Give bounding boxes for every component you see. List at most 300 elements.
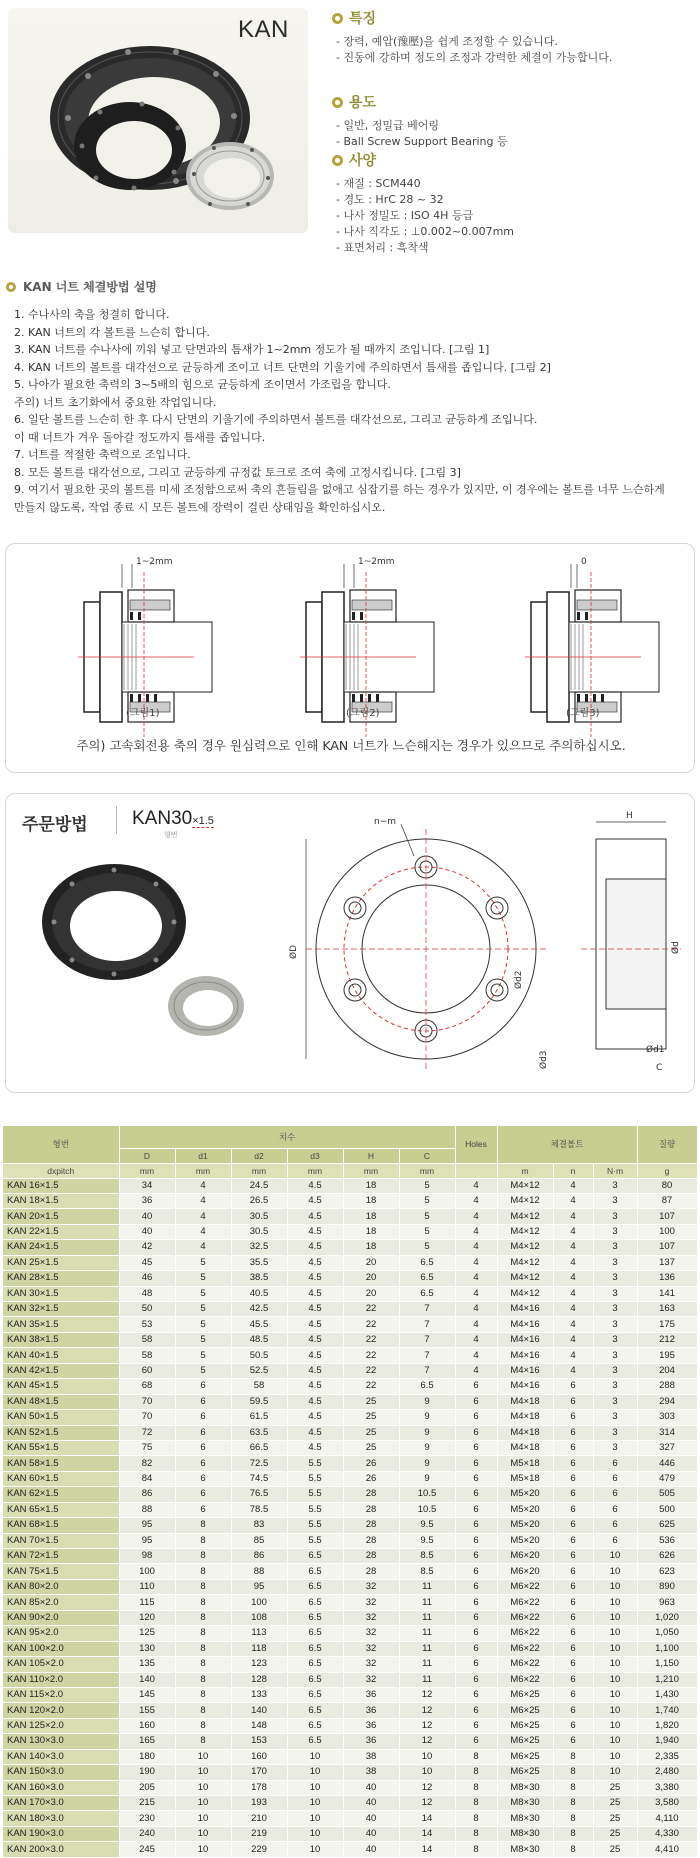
method-step: 주의) 너트 초기화에서 중요한 작업입니다.	[14, 395, 217, 409]
table-cell: 32	[343, 1641, 399, 1656]
table-cell: 6	[455, 1549, 497, 1564]
header-dim: d3	[287, 1148, 343, 1163]
model-cell: KAN 150×3.0	[3, 1765, 119, 1780]
table-cell: M4×16	[497, 1332, 553, 1347]
table-cell: 5	[399, 1209, 455, 1224]
table-row	[3, 1255, 697, 1270]
model-cell: KAN 40×1.5	[3, 1348, 119, 1363]
table-row	[3, 1687, 697, 1702]
table-cell: 1,100	[637, 1641, 697, 1656]
order-title: 주문방법	[22, 815, 88, 835]
specification-line: - 나사 직각도 : ⊥0.002~0.007mm	[336, 225, 515, 238]
table-row	[3, 1641, 697, 1656]
table-cell: 137	[637, 1255, 697, 1270]
model-cell: KAN 170×3.0	[3, 1796, 119, 1811]
table-cell: 6	[455, 1518, 497, 1533]
table-cell: 36	[343, 1718, 399, 1733]
table-cell: M6×20	[497, 1564, 553, 1579]
table-cell: 2,480	[637, 1765, 697, 1780]
table-row	[3, 1811, 697, 1826]
spec-table	[3, 1126, 697, 1858]
table-cell: M4×12	[497, 1286, 553, 1301]
table-cell: 240	[119, 1826, 175, 1841]
table-row	[3, 1302, 697, 1317]
table-cell: 6	[553, 1549, 593, 1564]
method-step: 4. KAN 너트의 볼트를 대각선으로 균등하게 조이고 너트 단면의 기울기에 주의하면서 틈새를 좁입니다. [그림 2]	[14, 360, 551, 374]
table-cell: 22	[343, 1363, 399, 1378]
table-cell: 8	[175, 1718, 231, 1733]
table-cell: 10	[175, 1796, 231, 1811]
table-cell: 6	[553, 1518, 593, 1533]
label-C: C	[656, 1063, 663, 1073]
table-cell: 4	[455, 1271, 497, 1286]
figure-panel	[5, 543, 695, 773]
table-cell: 4	[175, 1193, 231, 1208]
table-cell: 4	[175, 1240, 231, 1255]
unit-cell: m	[497, 1163, 553, 1178]
table-cell: 3	[593, 1271, 637, 1286]
unit-cell: mm	[343, 1163, 399, 1178]
unit-cell: dxpitch	[3, 1163, 119, 1178]
table-cell: M4×16	[497, 1379, 553, 1394]
table-cell: 623	[637, 1564, 697, 1579]
table-cell: 3	[593, 1332, 637, 1347]
specification-line: - 표면처리 : 흑착색	[336, 241, 429, 254]
table-cell: 14	[399, 1826, 455, 1841]
model-cell: KAN 68×1.5	[3, 1518, 119, 1533]
table-cell: 4	[553, 1209, 593, 1224]
table-cell: 6.5	[287, 1641, 343, 1656]
table-cell: 40	[119, 1209, 175, 1224]
label-d2: Ød2	[514, 970, 524, 989]
table-cell: M6×25	[497, 1765, 553, 1780]
table-cell: M4×12	[497, 1178, 553, 1193]
table-cell: 32	[343, 1595, 399, 1610]
header-dim: D	[119, 1148, 175, 1163]
table-cell: 10	[593, 1657, 637, 1672]
table-cell: 6	[593, 1533, 637, 1548]
table-cell: 10	[593, 1749, 637, 1764]
table-cell: 48.5	[231, 1332, 287, 1347]
table-cell: 11	[399, 1610, 455, 1625]
bullet-icon	[332, 155, 343, 166]
table-cell: 6	[455, 1610, 497, 1625]
table-cell: 446	[637, 1456, 697, 1471]
method-heading: KAN 너트 체결방법 설명	[23, 280, 157, 294]
table-cell: 59.5	[231, 1394, 287, 1409]
table-cell: 6	[175, 1456, 231, 1471]
table-cell: 70	[119, 1410, 175, 1425]
table-cell: 6	[553, 1425, 593, 1440]
table-cell: 4.5	[287, 1240, 343, 1255]
table-cell: 18	[343, 1178, 399, 1193]
table-cell: 6	[553, 1641, 593, 1656]
table-row	[3, 1379, 697, 1394]
table-cell: 11	[399, 1595, 455, 1610]
table-cell: 4	[175, 1178, 231, 1193]
kan-nut-image	[38, 38, 288, 233]
table-cell: M8×30	[497, 1826, 553, 1841]
table-cell: 7	[399, 1317, 455, 1332]
table-cell: 12	[399, 1780, 455, 1795]
table-cell: 5	[175, 1271, 231, 1286]
figure-note: 주의) 고속회전용 축의 경우 원심력으로 인해 KAN 너트가 느슨해지는 경우가 있으므로 주의하십시오.	[76, 738, 626, 753]
method-step: 6. 일단 볼트를 느슨히 한 후 다시 단면의 기울기에 주의하면서 볼트를 대각선으로, 그리고 균등하게 조입니다.	[14, 413, 538, 426]
table-cell: 12	[399, 1703, 455, 1718]
table-cell: 160	[119, 1718, 175, 1733]
table-cell: 3	[593, 1255, 637, 1270]
table-cell: M4×18	[497, 1440, 553, 1455]
model-cell: KAN 38×1.5	[3, 1332, 119, 1347]
model-cell: KAN 62×1.5	[3, 1487, 119, 1502]
table-cell: 45.5	[231, 1317, 287, 1332]
table-cell: 26	[343, 1456, 399, 1471]
table-cell: 9	[399, 1456, 455, 1471]
table-cell: 6	[455, 1687, 497, 1702]
table-cell: M6×22	[497, 1657, 553, 1672]
table-cell: 195	[637, 1348, 697, 1363]
table-cell: 6	[175, 1379, 231, 1394]
table-cell: 38	[343, 1749, 399, 1764]
table-cell: 40	[343, 1796, 399, 1811]
table-cell: 1,940	[637, 1734, 697, 1749]
table-cell: 7	[399, 1348, 455, 1363]
table-cell: 4	[553, 1178, 593, 1193]
table-cell: 6	[175, 1425, 231, 1440]
table-cell: 20	[343, 1286, 399, 1301]
label-d1: Ød1	[646, 1045, 665, 1055]
table-cell: 10	[287, 1842, 343, 1857]
header-holes: Holes	[455, 1126, 497, 1163]
table-cell: 32	[343, 1610, 399, 1625]
table-cell: 314	[637, 1425, 697, 1440]
model-cell: KAN 72×1.5	[3, 1549, 119, 1564]
table-cell: 8	[175, 1518, 231, 1533]
model-cell: KAN 45×1.5	[3, 1379, 119, 1394]
table-row	[3, 1564, 697, 1579]
table-cell: 9	[399, 1471, 455, 1486]
table-cell: 40	[119, 1224, 175, 1239]
table-cell: 4	[455, 1317, 497, 1332]
table-cell: 12	[399, 1718, 455, 1733]
table-cell: 40.5	[231, 1286, 287, 1301]
table-cell: 3	[593, 1379, 637, 1394]
table-cell: 153	[231, 1734, 287, 1749]
table-cell: 6	[455, 1456, 497, 1471]
table-cell: 190	[119, 1765, 175, 1780]
table-cell: M5×20	[497, 1518, 553, 1533]
table-cell: 5	[175, 1317, 231, 1332]
model-cell: KAN 105×2.0	[3, 1657, 119, 1672]
table-cell: 30.5	[231, 1224, 287, 1239]
table-cell: 25	[593, 1811, 637, 1826]
model-cell: KAN 180×3.0	[3, 1811, 119, 1826]
bullet-icon	[6, 282, 16, 292]
table-cell: M6×25	[497, 1687, 553, 1702]
gap-label-1: 1~2mm	[136, 557, 173, 567]
table-row	[3, 1610, 697, 1625]
table-cell: 8	[175, 1595, 231, 1610]
table-cell: 6.5	[287, 1549, 343, 1564]
table-cell: M4×12	[497, 1193, 553, 1208]
header-model: 형번	[3, 1126, 119, 1163]
table-cell: 40	[343, 1811, 399, 1826]
table-cell: 303	[637, 1410, 697, 1425]
table-cell: 10	[593, 1734, 637, 1749]
features-line: - 장력, 예압(豫壓)을 쉽게 조정할 수 있습니다.	[336, 35, 558, 48]
table-cell: 6	[455, 1440, 497, 1455]
table-cell: 6.5	[287, 1687, 343, 1702]
table-cell: 9	[399, 1410, 455, 1425]
table-cell: 219	[231, 1826, 287, 1841]
table-cell: 6.5	[287, 1657, 343, 1672]
table-row	[3, 1780, 697, 1795]
table-cell: 5.5	[287, 1471, 343, 1486]
table-cell: 1,050	[637, 1626, 697, 1641]
product-title: KAN	[238, 16, 289, 43]
table-cell: 28	[343, 1533, 399, 1548]
table-cell: 4	[553, 1240, 593, 1255]
table-cell: 38	[343, 1765, 399, 1780]
table-cell: 4	[553, 1332, 593, 1347]
table-cell: 10	[593, 1687, 637, 1702]
table-cell: M6×25	[497, 1734, 553, 1749]
table-cell: 5	[399, 1193, 455, 1208]
table-cell: 8	[175, 1672, 231, 1687]
table-cell: 28	[343, 1518, 399, 1533]
table-cell: 10	[399, 1749, 455, 1764]
table-cell: 6	[455, 1657, 497, 1672]
header-dim: H	[343, 1148, 399, 1163]
table-cell: 6.5	[399, 1286, 455, 1301]
table-cell: 42	[119, 1240, 175, 1255]
table-cell: 6.5	[399, 1271, 455, 1286]
table-cell: 6	[553, 1718, 593, 1733]
table-cell: 10	[287, 1780, 343, 1795]
table-cell: 50.5	[231, 1348, 287, 1363]
table-cell: 215	[119, 1796, 175, 1811]
method-step: 2. KAN 너트의 각 볼트를 느슨히 합니다.	[14, 325, 210, 339]
table-cell: 4.5	[287, 1394, 343, 1409]
table-cell: 11	[399, 1579, 455, 1594]
model-cell: KAN 120×2.0	[3, 1703, 119, 1718]
table-cell: 110	[119, 1579, 175, 1594]
table-cell: 22	[343, 1379, 399, 1394]
table-cell: 8	[455, 1780, 497, 1795]
table-cell: 30.5	[231, 1209, 287, 1224]
table-cell: 163	[637, 1302, 697, 1317]
table-cell: 14	[399, 1842, 455, 1857]
table-cell: 45	[119, 1255, 175, 1270]
table-cell: 4	[455, 1255, 497, 1270]
table-cell: M6×20	[497, 1549, 553, 1564]
table-cell: 6.5	[287, 1579, 343, 1594]
table-cell: 1,740	[637, 1703, 697, 1718]
table-cell: 3	[593, 1348, 637, 1363]
table-cell: 72.5	[231, 1456, 287, 1471]
table-cell: M4×18	[497, 1410, 553, 1425]
table-cell: 3	[593, 1193, 637, 1208]
table-cell: 8	[175, 1734, 231, 1749]
table-cell: 288	[637, 1379, 697, 1394]
table-cell: 8	[553, 1842, 593, 1857]
table-cell: 8	[553, 1749, 593, 1764]
model-cell: KAN 200×3.0	[3, 1842, 119, 1857]
table-row	[3, 1626, 697, 1641]
header-dim: d1	[175, 1148, 231, 1163]
table-cell: 20	[343, 1255, 399, 1270]
table-row	[3, 1734, 697, 1749]
label-d3: Ød3	[539, 1050, 549, 1069]
table-cell: 205	[119, 1780, 175, 1795]
table-cell: 5.5	[287, 1456, 343, 1471]
table-cell: 8	[455, 1749, 497, 1764]
table-cell: 6.5	[287, 1626, 343, 1641]
table-cell: 86	[231, 1549, 287, 1564]
table-cell: 11	[399, 1626, 455, 1641]
table-cell: 26	[343, 1471, 399, 1486]
table-cell: 58	[119, 1348, 175, 1363]
table-cell: 22	[343, 1317, 399, 1332]
model-cell: KAN 32×1.5	[3, 1302, 119, 1317]
table-cell: 98	[119, 1549, 175, 1564]
table-cell: M6×22	[497, 1595, 553, 1610]
table-cell: 32	[343, 1579, 399, 1594]
table-cell: 6	[175, 1487, 231, 1502]
table-cell: 25	[343, 1425, 399, 1440]
table-row	[3, 1533, 697, 1548]
table-cell: 6.5	[399, 1255, 455, 1270]
table-row	[3, 1595, 697, 1610]
table-row	[3, 1842, 697, 1857]
table-cell: 6	[455, 1672, 497, 1687]
table-cell: 95	[231, 1579, 287, 1594]
table-cell: 536	[637, 1533, 697, 1548]
table-cell: 28	[343, 1564, 399, 1579]
table-row	[3, 1440, 697, 1455]
table-cell: 125	[119, 1626, 175, 1641]
table-cell: 6	[175, 1502, 231, 1517]
bullet-icon	[332, 13, 343, 24]
table-cell: 6	[455, 1579, 497, 1594]
model-cell: KAN 58×1.5	[3, 1456, 119, 1471]
table-cell: M4×16	[497, 1363, 553, 1378]
table-cell: 88	[231, 1564, 287, 1579]
table-cell: 8	[175, 1703, 231, 1718]
table-cell: 10	[593, 1765, 637, 1780]
label-d: Ød	[671, 941, 681, 954]
table-cell: M4×16	[497, 1348, 553, 1363]
table-cell: 204	[637, 1363, 697, 1378]
table-cell: 40	[343, 1826, 399, 1841]
unit-cell: mm	[119, 1163, 175, 1178]
table-cell: 500	[637, 1502, 697, 1517]
table-cell: 8	[175, 1564, 231, 1579]
table-cell: 32	[343, 1626, 399, 1641]
table-cell: 140	[231, 1703, 287, 1718]
header-dim: d2	[231, 1148, 287, 1163]
table-cell: 38.5	[231, 1271, 287, 1286]
table-row	[3, 1209, 697, 1224]
method-step: 5. 나아가 필요한 축력의 3~5배의 힘으로 균등하게 조이면서 가조립을 합니다.	[14, 378, 391, 391]
table-cell: 626	[637, 1549, 697, 1564]
table-cell: M5×20	[497, 1487, 553, 1502]
table-cell: 35.5	[231, 1255, 287, 1270]
table-row	[3, 1487, 697, 1502]
model-cell: KAN 25×1.5	[3, 1255, 119, 1270]
method-step: 3. KAN 너트를 수나사에 끼워 넣고 단면과의 틈새가 1~2mm 정도가 될 때까지 조입니다. [그림 1]	[14, 343, 490, 356]
table-cell: 8	[455, 1842, 497, 1857]
unit-cell: mm	[175, 1163, 231, 1178]
model-cell: KAN 110×2.0	[3, 1672, 119, 1687]
table-cell: 25	[593, 1826, 637, 1841]
model-cell: KAN 42×1.5	[3, 1363, 119, 1378]
table-cell: 6	[455, 1502, 497, 1517]
table-cell: 82	[119, 1456, 175, 1471]
table-cell: 28	[343, 1502, 399, 1517]
table-cell: 245	[119, 1842, 175, 1857]
table-cell: 18	[343, 1193, 399, 1208]
table-cell: 8	[553, 1765, 593, 1780]
table-cell: 180	[119, 1749, 175, 1764]
table-cell: 76.5	[231, 1487, 287, 1502]
table-cell: 5	[175, 1363, 231, 1378]
table-row	[3, 1703, 697, 1718]
table-cell: 3	[593, 1440, 637, 1455]
table-cell: 10	[593, 1549, 637, 1564]
table-cell: 7	[399, 1332, 455, 1347]
order-code-main: KAN30	[132, 808, 193, 829]
model-cell: KAN 125×2.0	[3, 1718, 119, 1733]
table-cell: M6×25	[497, 1718, 553, 1733]
table-cell: 170	[231, 1765, 287, 1780]
usage-line: - 일반, 정밀급 베어링	[336, 119, 439, 132]
table-cell: 28	[343, 1549, 399, 1564]
table-cell: 4	[553, 1317, 593, 1332]
table-row	[3, 1348, 697, 1363]
table-cell: 4.5	[287, 1348, 343, 1363]
model-cell: KAN 80×2.0	[3, 1579, 119, 1594]
table-cell: 4	[175, 1224, 231, 1239]
table-cell: 5.5	[287, 1518, 343, 1533]
table-cell: M5×18	[497, 1456, 553, 1471]
table-cell: 86	[119, 1487, 175, 1502]
table-cell: 4.5	[287, 1302, 343, 1317]
table-cell: 40	[343, 1780, 399, 1795]
table-cell: 4	[455, 1286, 497, 1301]
table-cell: 8.5	[399, 1549, 455, 1564]
table-cell: 4.5	[287, 1410, 343, 1425]
table-cell: 113	[231, 1626, 287, 1641]
spec-features	[332, 8, 612, 66]
gap-label-2: 1~2mm	[358, 557, 395, 567]
table-cell: 83	[231, 1518, 287, 1533]
table-cell: 4.5	[287, 1224, 343, 1239]
table-cell: 963	[637, 1595, 697, 1610]
table-cell: 145	[119, 1687, 175, 1702]
table-cell: 6.5	[287, 1703, 343, 1718]
table-cell: 4.5	[287, 1286, 343, 1301]
table-cell: 6.5	[287, 1734, 343, 1749]
method-step: 7. 너트를 적절한 축력으로 조입니다.	[14, 448, 191, 461]
table-cell: 3	[593, 1317, 637, 1332]
table-cell: 4.5	[287, 1193, 343, 1208]
table-cell: M8×30	[497, 1842, 553, 1857]
table-cell: 4	[553, 1193, 593, 1208]
table-cell: 11	[399, 1657, 455, 1672]
table-cell: 10	[593, 1564, 637, 1579]
table-cell: 6	[455, 1425, 497, 1440]
